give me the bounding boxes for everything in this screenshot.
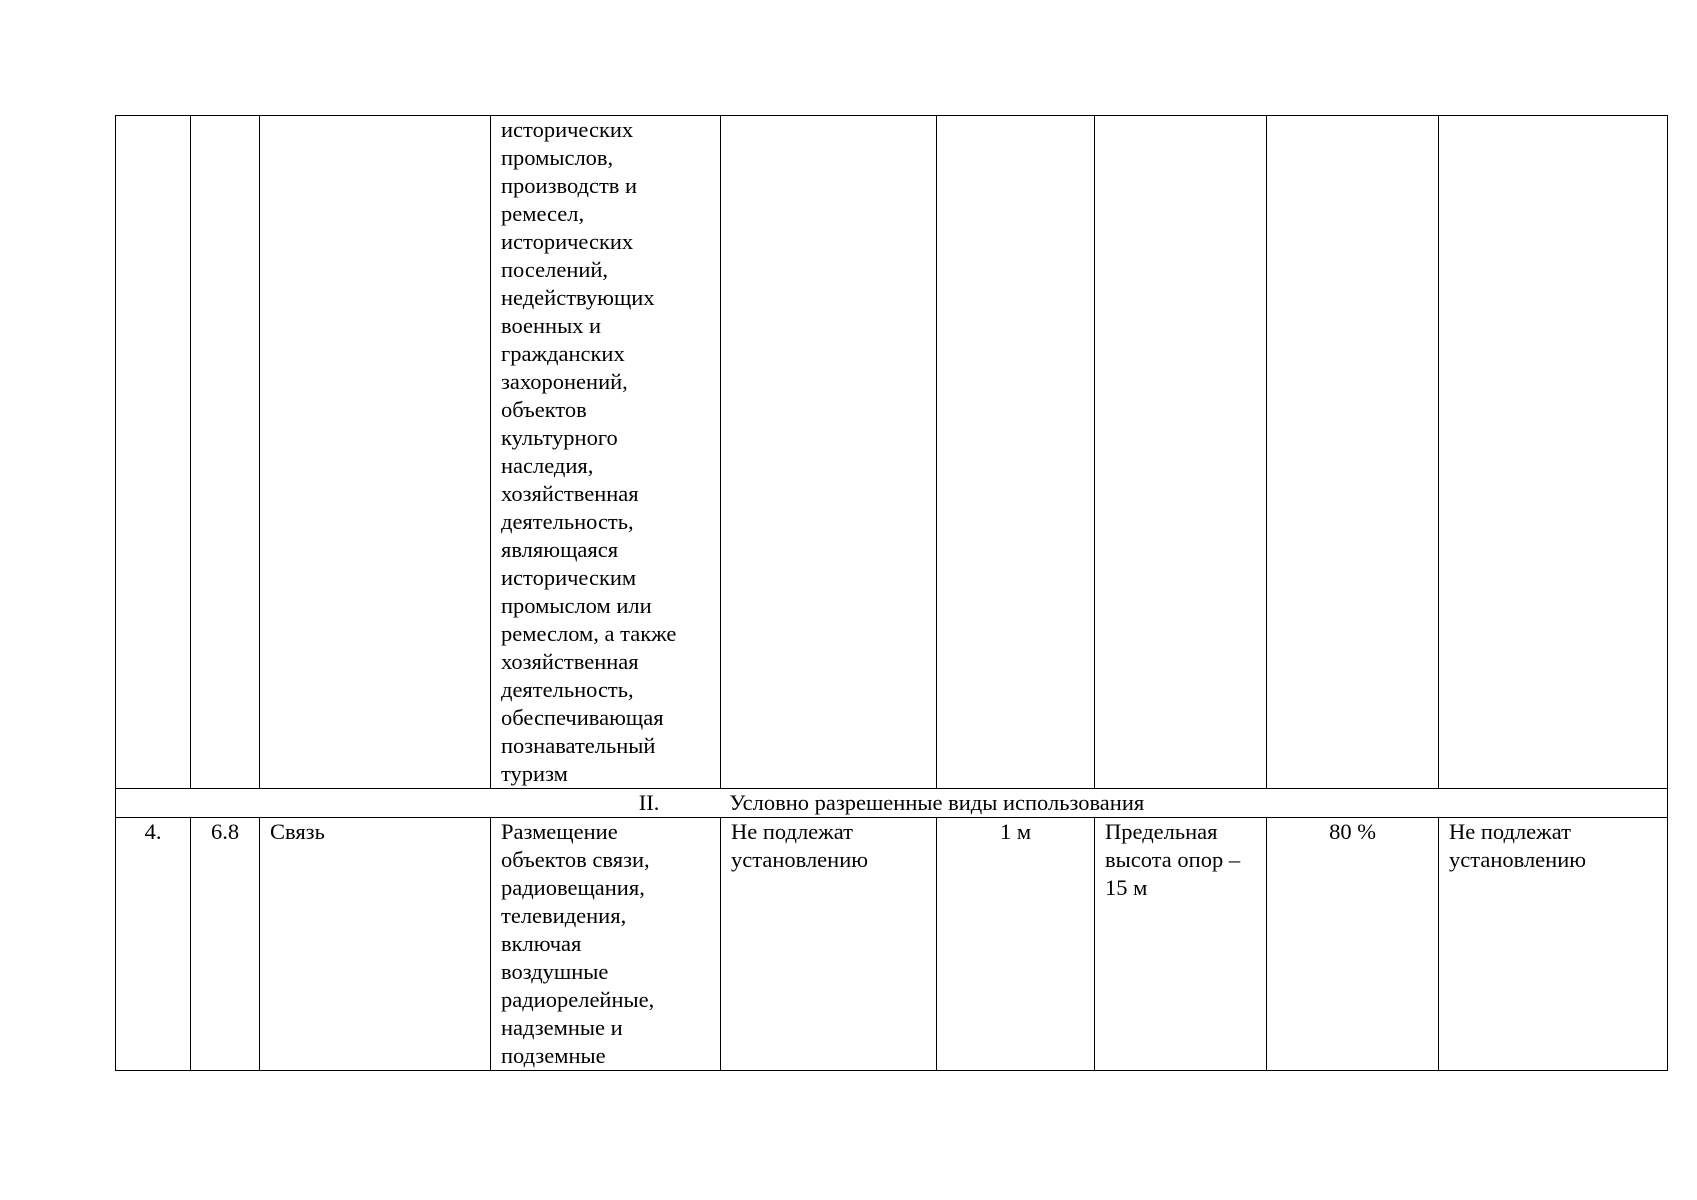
cell-code: 6.8 <box>191 818 260 1071</box>
cell-col6 <box>937 116 1095 789</box>
cell-num: 4. <box>116 818 191 1071</box>
cell-num <box>116 116 191 789</box>
cell-col9 <box>1439 818 1668 1071</box>
cell-col9 <box>1439 116 1668 789</box>
col5-text: Не подлежат установлению <box>731 819 869 872</box>
cell-name: Связь <box>260 818 491 1071</box>
table-row <box>116 818 1668 1071</box>
cell-code <box>191 116 260 789</box>
description-text: Размещение объектов связи, радиовещания, телевидения, включая воздушные радиорелейные, надземные и подземные <box>501 819 655 1068</box>
cell-col5 <box>721 116 937 789</box>
description-text: исторических промыслов, производств и ремесел, исторических поселений, недействующих военных и гражданских захоронений, объектов культурного наследия, хозяйственная деятельность, являющаяся историческим промыслом или ремеслом, а также хозяйственная деятельность, обеспечивающая познавательный туризм <box>501 117 677 786</box>
cell-col7 <box>1095 818 1267 1071</box>
cell-col5 <box>721 818 937 1071</box>
section-header-cell <box>116 789 1668 818</box>
cell-description <box>491 818 721 1071</box>
col7-text: Предельная высота опор – 15 м <box>1105 819 1241 900</box>
cell-col8 <box>1267 116 1439 789</box>
section-number: II. <box>638 790 660 815</box>
regulations-table <box>115 115 1668 1071</box>
cell-name <box>260 116 491 789</box>
section-header-row <box>116 789 1668 818</box>
cell-col6: 1 м <box>937 818 1095 1071</box>
section-title: Условно разрешенные виды использования <box>729 790 1145 815</box>
cell-col8: 80 % <box>1267 818 1439 1071</box>
cell-col7 <box>1095 116 1267 789</box>
table-row-continued <box>116 116 1668 789</box>
cell-description <box>491 116 721 789</box>
col9-text: Не подлежат установлению <box>1449 819 1587 872</box>
